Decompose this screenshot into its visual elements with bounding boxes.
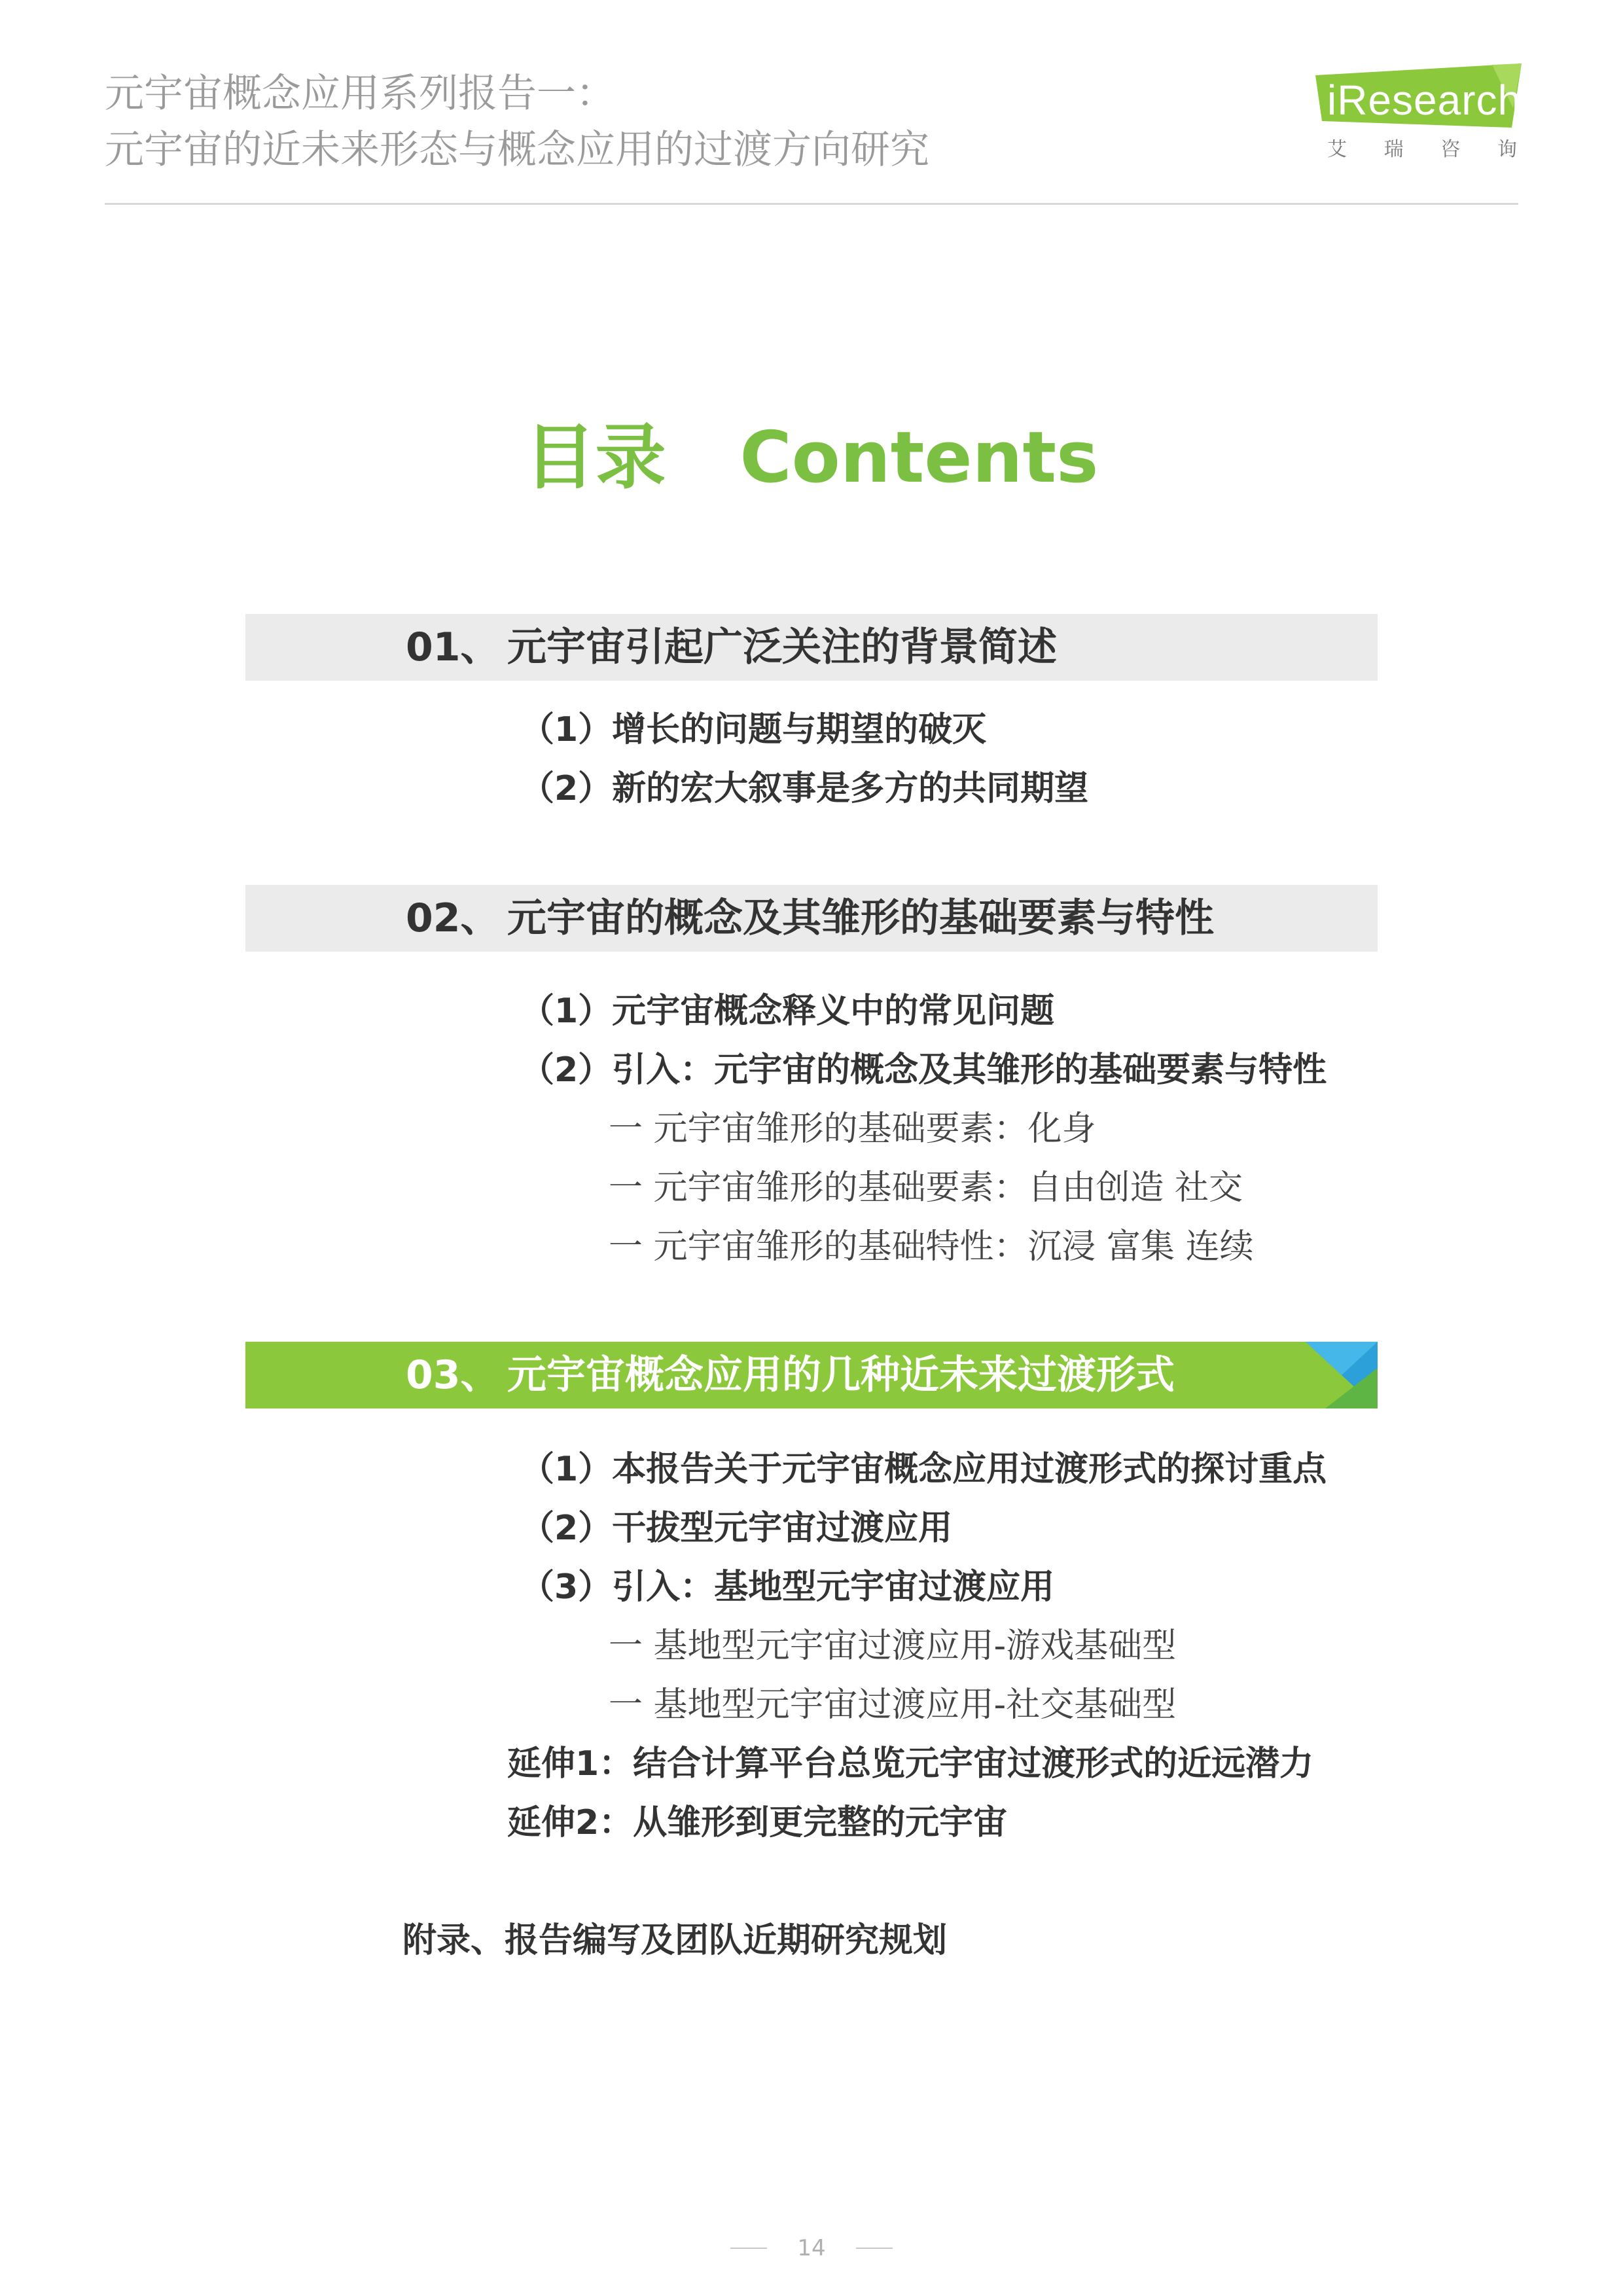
toc-subitem[interactable]: 一 基地型元宇宙过渡应用-社交基础型 <box>609 1685 1177 1725</box>
footer-dash-right <box>856 2248 893 2249</box>
report-title <box>105 65 929 178</box>
report-title-line-1: 元宇宙概念应用系列报告一： <box>105 71 615 117</box>
section-title: 元宇宙概念应用的几种近未来过渡形式 <box>507 1352 1175 1398</box>
section-01-bar[interactable] <box>245 614 1378 681</box>
logo-wordmark: iResearch <box>1327 77 1522 124</box>
footer-dash-left <box>730 2248 767 2249</box>
contents-heading: 目录 Contents <box>524 417 1099 499</box>
toc-subitem[interactable]: 一 元宇宙雏形的基础要素：自由创造 社交 <box>609 1168 1243 1208</box>
iresearch-logo <box>1315 62 1525 167</box>
toc-item[interactable]: （2）引入：元宇宙的概念及其雏形的基础要素与特性 <box>520 1050 1327 1090</box>
section-number: 02、 <box>406 895 500 941</box>
toc-item[interactable]: （1）元宇宙概念释义中的常见问题 <box>520 992 1055 1031</box>
toc-item[interactable]: （1）本报告关于元宇宙概念应用过渡形式的探讨重点 <box>520 1450 1327 1489</box>
logo-chinese-name <box>1327 133 1517 162</box>
toc-subitem[interactable]: 一 元宇宙雏形的基础要素：化身 <box>609 1109 1096 1149</box>
page-footer <box>0 2235 1623 2261</box>
toc-appendix[interactable]: 附录、报告编写及团队近期研究规划 <box>402 1921 948 1960</box>
header-divider <box>105 203 1518 205</box>
page-number: 14 <box>797 2235 826 2261</box>
logo-char: 询 <box>1497 138 1517 161</box>
section-title: 元宇宙的概念及其雏形的基础要素与特性 <box>507 895 1214 941</box>
active-marker-icon <box>1306 1342 1378 1408</box>
section-number: 01、 <box>406 624 500 670</box>
section-03-bar[interactable] <box>245 1342 1378 1408</box>
section-02-bar[interactable] <box>245 885 1378 952</box>
section-title: 元宇宙引起广泛关注的背景简述 <box>507 624 1057 670</box>
logo-char: 艾 <box>1327 138 1347 161</box>
section-number: 03、 <box>406 1352 500 1398</box>
toc-item[interactable]: （3）引入：基地型元宇宙过渡应用 <box>520 1568 1055 1607</box>
logo-char: 咨 <box>1440 138 1461 161</box>
toc-item[interactable]: （1）增长的问题与期望的破灭 <box>520 710 987 749</box>
toc-extension[interactable]: 延伸2：从雏形到更完整的元宇宙 <box>507 1803 1008 1842</box>
report-title-line-2: 元宇宙的近未来形态与概念应用的过渡方向研究 <box>105 127 929 173</box>
toc-item[interactable]: （2）干拔型元宇宙过渡应用 <box>520 1509 953 1548</box>
toc-item[interactable]: （2）新的宏大叙事是多方的共同期望 <box>520 769 1089 808</box>
toc-subitem[interactable]: 一 元宇宙雏形的基础特性：沉浸 富集 连续 <box>609 1227 1254 1266</box>
toc-subitem[interactable]: 一 基地型元宇宙过渡应用-游戏基础型 <box>609 1626 1177 1666</box>
logo-char: 瑞 <box>1383 138 1404 161</box>
toc-extension[interactable]: 延伸1：结合计算平台总览元宇宙过渡形式的近远潜力 <box>507 1744 1314 1784</box>
